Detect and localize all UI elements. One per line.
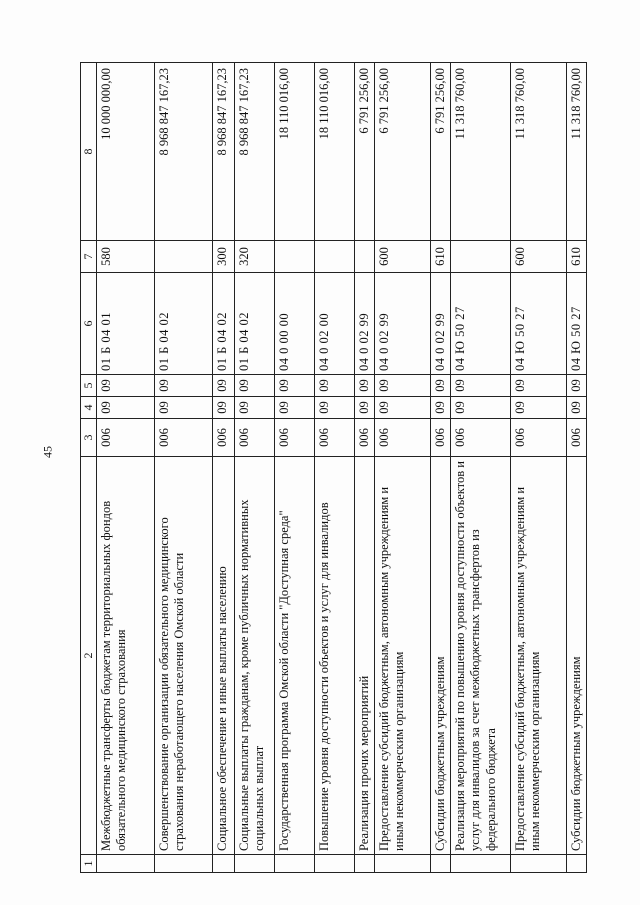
row-name: Реализация прочих мероприятий xyxy=(354,457,374,855)
table-row xyxy=(96,63,154,873)
target-code-cell: 04 Ю 50 27 xyxy=(567,273,587,375)
expense-type-cell xyxy=(314,241,354,273)
code-cell: 09 xyxy=(274,375,314,397)
table-row xyxy=(154,63,212,873)
table-row xyxy=(314,63,354,873)
amount-cell: 8 968 847 167,23 xyxy=(212,63,234,241)
expense-type-cell: 610 xyxy=(430,241,450,273)
amount-cell: 6 791 256,00 xyxy=(430,63,450,241)
expense-type-cell: 610 xyxy=(567,241,587,273)
header-cell: 6 xyxy=(81,273,97,375)
amount-cell: 6 791 256,00 xyxy=(374,63,430,241)
code-cell: 09 xyxy=(567,397,587,419)
table-row xyxy=(567,63,587,873)
code-cell: 09 xyxy=(511,397,567,419)
code-cell: 09 xyxy=(314,397,354,419)
target-code-cell: 04 0 02 00 xyxy=(314,273,354,375)
row-name: Реализация мероприятий по повышению уровня доступности объектов и услуг для инвалидов за счет межбюджетных трансфертов из федерального бюджета xyxy=(451,457,511,855)
table-row xyxy=(354,63,374,873)
target-code-cell: 01 Б 04 01 xyxy=(96,273,154,375)
code-cell: 09 xyxy=(451,375,511,397)
expense-type-cell xyxy=(354,241,374,273)
expense-type-cell xyxy=(451,241,511,273)
code-cell: 09 xyxy=(234,375,274,397)
code-cell: 006 xyxy=(567,419,587,457)
amount-cell: 11 318 760,00 xyxy=(451,63,511,241)
code-cell: 006 xyxy=(96,419,154,457)
expense-type-cell xyxy=(274,241,314,273)
expense-type-cell: 600 xyxy=(374,241,430,273)
target-code-cell: 04 0 02 99 xyxy=(430,273,450,375)
target-code-cell: 01 Б 04 02 xyxy=(234,273,274,375)
row-name: Социальные выплаты гражданам, кроме публичных нормативных социальных выплат xyxy=(234,457,274,855)
row-name: Межбюджетные трансферты бюджетам территориальных фондов обязательного медицинского страхования xyxy=(96,457,154,855)
table-row xyxy=(234,63,274,873)
code-cell: 09 xyxy=(430,397,450,419)
empty-cell xyxy=(274,855,314,873)
amount-cell: 8 968 847 167,23 xyxy=(154,63,212,241)
code-cell: 09 xyxy=(354,397,374,419)
code-cell: 09 xyxy=(567,375,587,397)
empty-cell xyxy=(234,855,274,873)
header-cell: 7 xyxy=(81,241,97,273)
empty-cell xyxy=(430,855,450,873)
code-cell: 09 xyxy=(212,397,234,419)
code-cell: 006 xyxy=(212,419,234,457)
table-row xyxy=(274,63,314,873)
header-cell: 1 xyxy=(81,855,97,873)
code-cell: 09 xyxy=(511,375,567,397)
target-code-cell: 04 0 00 00 xyxy=(274,273,314,375)
row-name: Социальное обеспечение и иные выплаты населению xyxy=(212,457,234,855)
row-name: Предоставление субсидий бюджетным, автономным учреждениям и иным некоммерческим организациям xyxy=(511,457,567,855)
code-cell: 006 xyxy=(274,419,314,457)
header-cell: 4 xyxy=(81,397,97,419)
target-code-cell: 04 Ю 50 27 xyxy=(451,273,511,375)
empty-cell xyxy=(96,855,154,873)
expense-type-cell: 320 xyxy=(234,241,274,273)
budget-table xyxy=(80,62,587,873)
code-cell: 09 xyxy=(154,397,212,419)
code-cell: 006 xyxy=(354,419,374,457)
row-name: Субсидии бюджетным учреждениям xyxy=(430,457,450,855)
code-cell: 09 xyxy=(96,375,154,397)
code-cell: 09 xyxy=(234,397,274,419)
code-cell: 006 xyxy=(314,419,354,457)
code-cell: 006 xyxy=(430,419,450,457)
expense-type-cell: 580 xyxy=(96,241,154,273)
empty-cell xyxy=(212,855,234,873)
table-row xyxy=(374,63,430,873)
code-cell: 09 xyxy=(451,397,511,419)
table-row xyxy=(430,63,450,873)
code-cell: 006 xyxy=(154,419,212,457)
code-cell: 006 xyxy=(511,419,567,457)
empty-cell xyxy=(567,855,587,873)
amount-cell: 10 000 000,00 xyxy=(96,63,154,241)
code-cell: 09 xyxy=(374,397,430,419)
code-cell: 09 xyxy=(374,375,430,397)
amount-cell: 18 110 016,00 xyxy=(314,63,354,241)
target-code-cell: 04 Ю 50 27 xyxy=(511,273,567,375)
empty-cell xyxy=(314,855,354,873)
code-cell: 09 xyxy=(212,375,234,397)
table-row xyxy=(212,63,234,873)
empty-cell xyxy=(451,855,511,873)
amount-cell: 11 318 760,00 xyxy=(567,63,587,241)
expense-type-cell: 300 xyxy=(212,241,234,273)
amount-cell: 11 318 760,00 xyxy=(511,63,567,241)
rotated-table-wrapper xyxy=(80,63,594,873)
empty-cell xyxy=(354,855,374,873)
expense-type-cell xyxy=(154,241,212,273)
row-name: Субсидии бюджетным учреждениям xyxy=(567,457,587,855)
code-cell: 09 xyxy=(314,375,354,397)
empty-cell xyxy=(511,855,567,873)
header-cell: 2 xyxy=(81,457,97,855)
amount-cell: 18 110 016,00 xyxy=(274,63,314,241)
header-row xyxy=(81,63,97,873)
code-cell: 006 xyxy=(374,419,430,457)
row-name: Совершенствование организации обязательного медицинского страхования неработающего населения Омской области xyxy=(154,457,212,855)
code-cell: 09 xyxy=(154,375,212,397)
header-cell: 8 xyxy=(81,63,97,241)
target-code-cell: 01 Б 04 02 xyxy=(212,273,234,375)
empty-cell xyxy=(154,855,212,873)
table-row xyxy=(451,63,511,873)
code-cell: 09 xyxy=(274,397,314,419)
row-name: Государственная программа Омской области "Доступная среда" xyxy=(274,457,314,855)
target-code-cell: 04 0 02 99 xyxy=(354,273,374,375)
target-code-cell: 04 0 02 99 xyxy=(374,273,430,375)
header-cell: 5 xyxy=(81,375,97,397)
amount-cell: 8 968 847 167,23 xyxy=(234,63,274,241)
amount-cell: 6 791 256,00 xyxy=(354,63,374,241)
row-name: Предоставление субсидий бюджетным, автономным учреждениям и иным некоммерческим организациям xyxy=(374,457,430,855)
target-code-cell: 01 Б 04 02 xyxy=(154,273,212,375)
table-row xyxy=(511,63,567,873)
empty-cell xyxy=(374,855,430,873)
row-name: Повышение уровня доступности объектов и услуг для инвалидов xyxy=(314,457,354,855)
header-cell: 3 xyxy=(81,419,97,457)
code-cell: 09 xyxy=(430,375,450,397)
code-cell: 09 xyxy=(96,397,154,419)
code-cell: 006 xyxy=(234,419,274,457)
expense-type-cell: 600 xyxy=(511,241,567,273)
page-number: 45 xyxy=(40,446,55,458)
code-cell: 006 xyxy=(451,419,511,457)
code-cell: 09 xyxy=(354,375,374,397)
